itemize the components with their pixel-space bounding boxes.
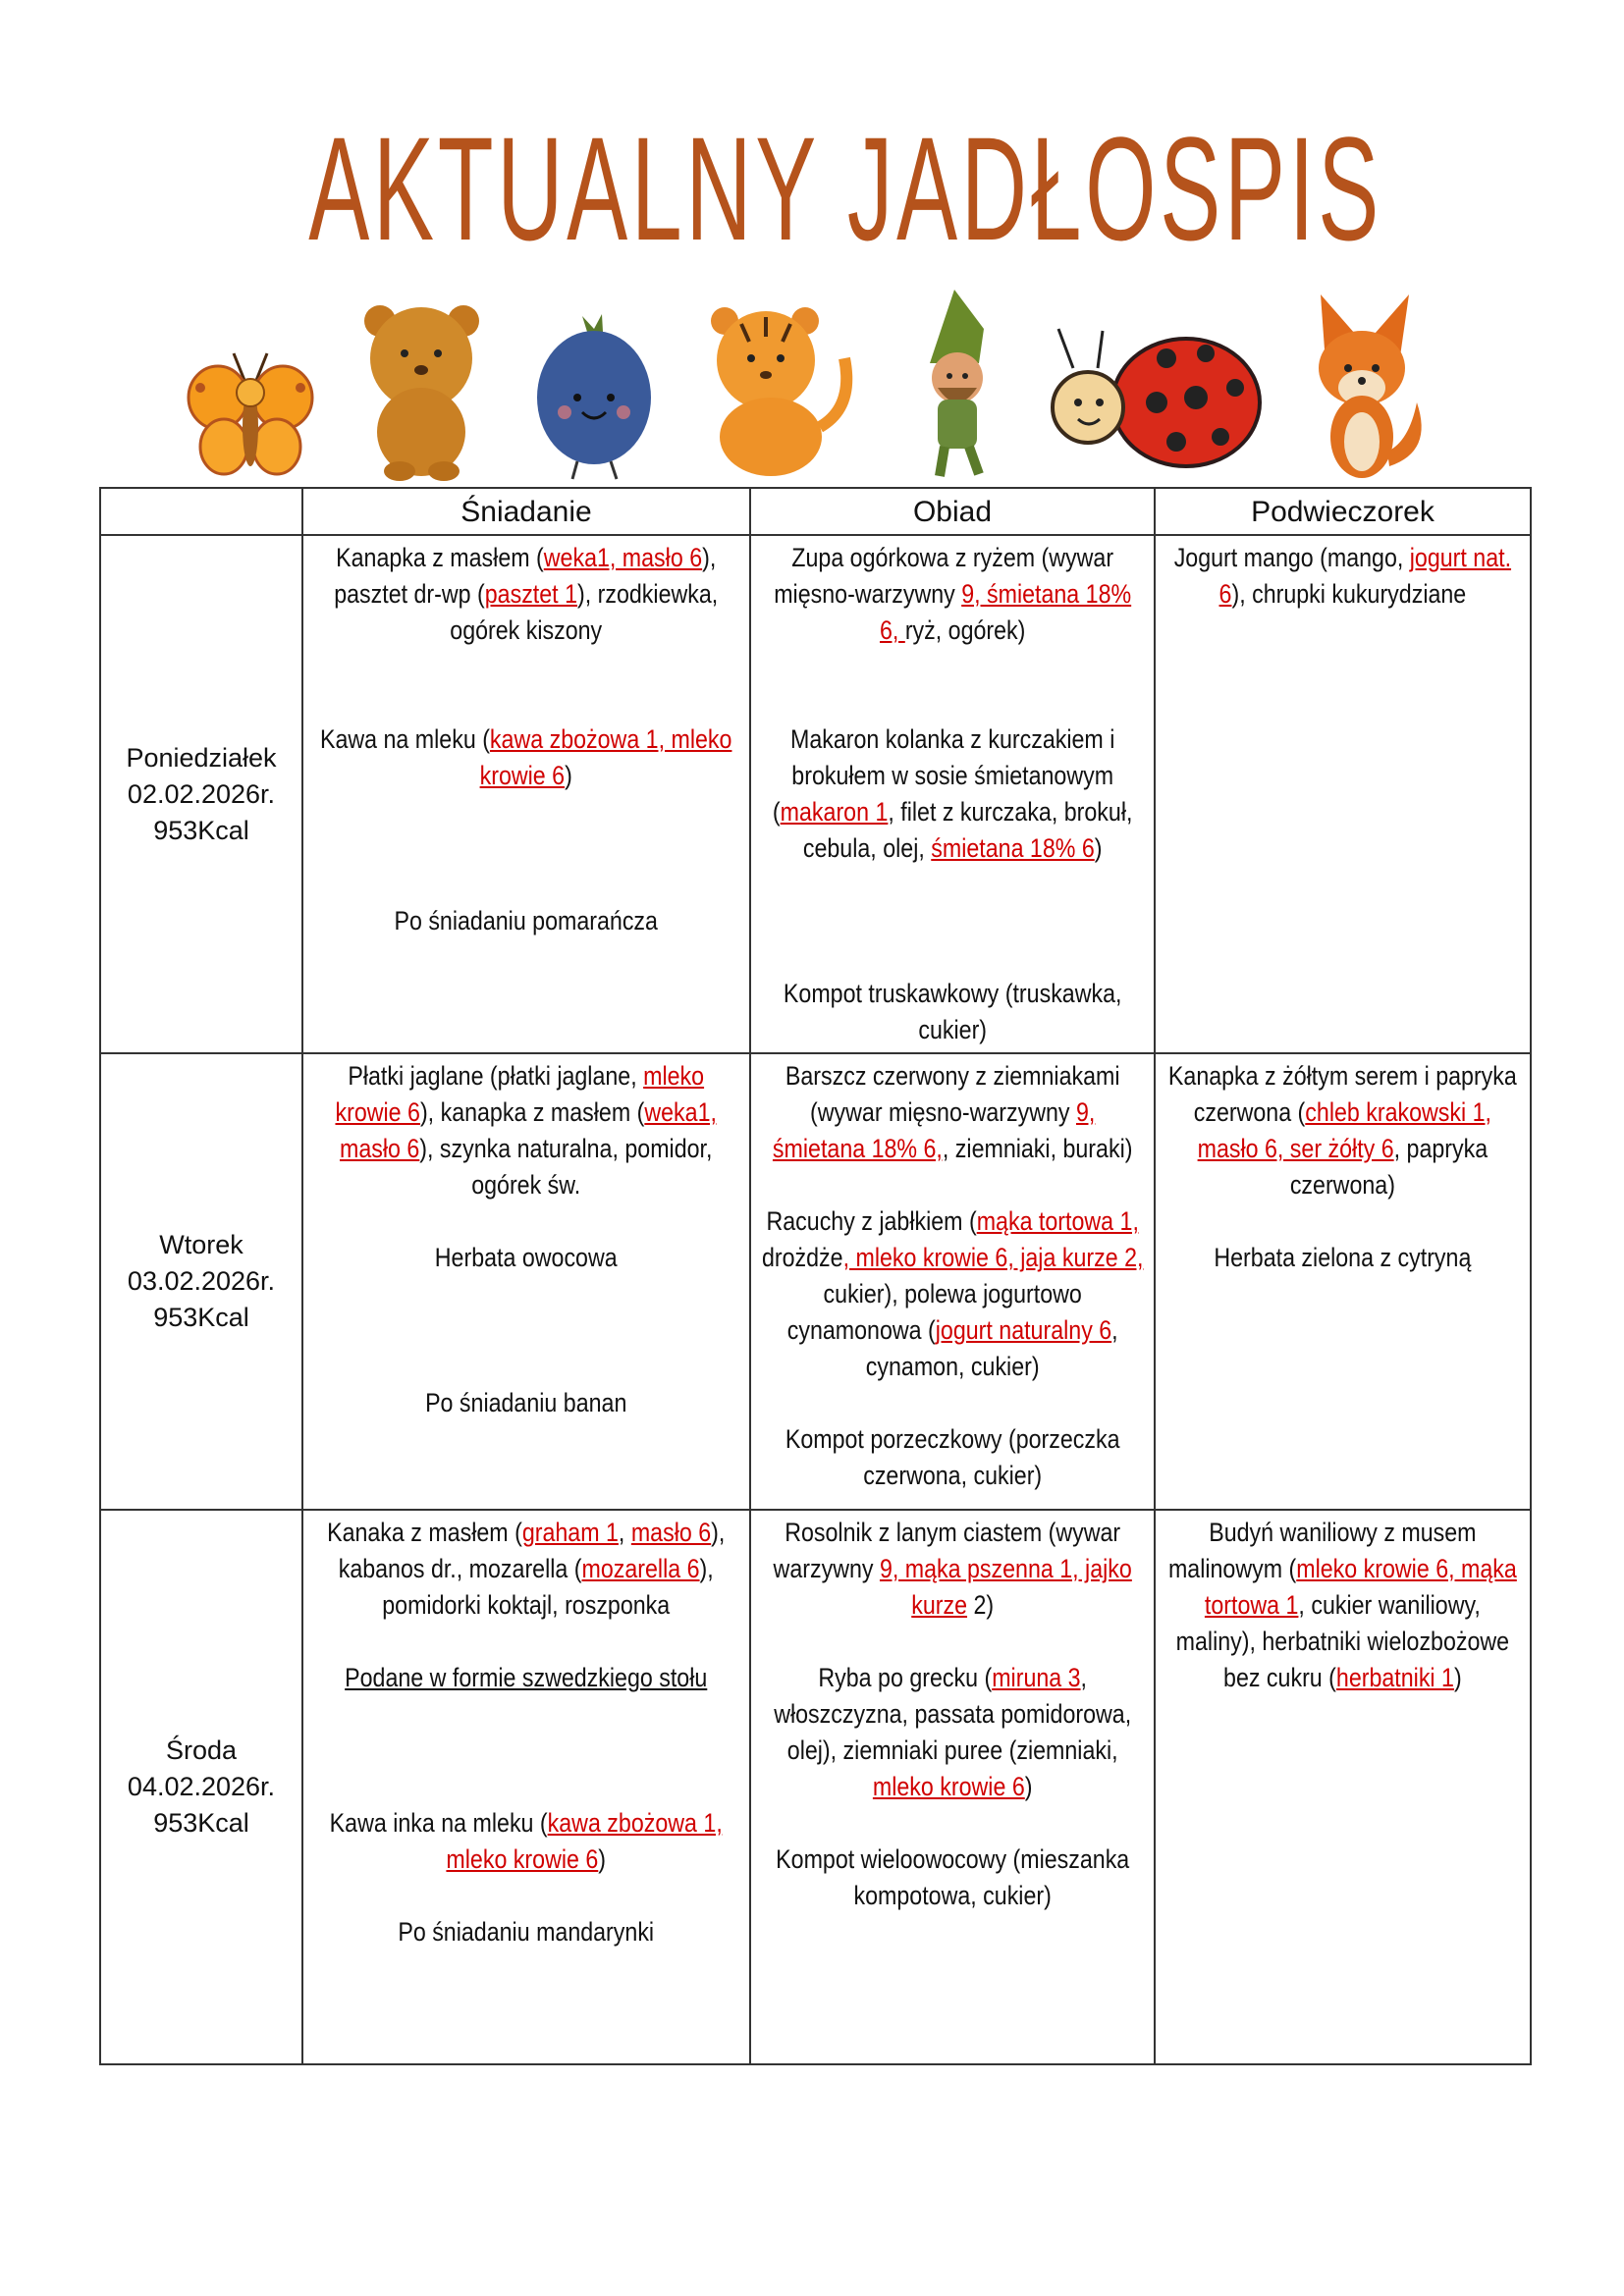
day-name: Środa	[165, 1735, 238, 1765]
page-title: AKTUALNY JADŁOSPIS	[308, 106, 1383, 271]
menu-text: ), rzodkiewka, ogórek kiszony	[450, 579, 719, 645]
menu-text: Kawa inka na mleku (	[329, 1808, 548, 1838]
allergen-text: mąka tortowa 1,	[976, 1206, 1139, 1236]
menu-text: )	[565, 761, 573, 790]
snack-cell	[1155, 1053, 1531, 1510]
menu-text: Kompot porzeczkowy (porzeczka czerwona, cukier)	[785, 1424, 1120, 1490]
menu-table	[99, 487, 1532, 2065]
breakfast-cell	[302, 1510, 750, 2064]
menu-text: Ryba po grecku (	[818, 1663, 993, 1692]
menu-text: ), pomidorki koktajl, roszponka	[382, 1554, 715, 1620]
menu-text: drożdże	[761, 1243, 843, 1272]
menu-text: )	[1024, 1772, 1033, 1801]
menu-text: Rosolnik z lanym ciastem (wywar warzywny	[773, 1518, 1120, 1583]
allergen-text: kawa zbożowa 1, mleko krowie 6	[446, 1808, 724, 1874]
allergen-text: , mleko krowie 6, jaja kurze 2,	[842, 1243, 1144, 1272]
menu-text: ), szynka naturalna, pomidor, ogórek św.	[419, 1134, 713, 1200]
tiger-icon	[697, 299, 864, 481]
menu-text: )	[1454, 1663, 1462, 1692]
menu-text: , cukier waniliowy, maliny), herbatniki wielozbożowe bez cukru (	[1175, 1590, 1510, 1692]
header-lunch: Obiad	[750, 488, 1155, 535]
allergen-text: 9, śmietana 18% 6,	[772, 1097, 1096, 1163]
allergen-text: mozarella 6	[581, 1554, 700, 1583]
allergen-text: chleb krakowski 1, masło 6, ser żółty 6	[1197, 1097, 1492, 1163]
allergen-text: mleko krowie 6	[335, 1061, 705, 1127]
lunch-cell	[750, 1053, 1155, 1510]
menu-text: , włoszczyzna, passata pomidorowa, olej), ziemniaki puree (ziemniaki,	[774, 1663, 1131, 1765]
allergen-text: mleko krowie 6, mąka tortowa 1	[1205, 1554, 1517, 1620]
serving-note: Podane w formie szwedzkiego stołu	[345, 1663, 708, 1692]
allergen-text: herbatniki 1	[1336, 1663, 1455, 1692]
menu-text: ryż, ogórek)	[904, 615, 1026, 645]
menu-text: , papryka czerwona)	[1289, 1134, 1489, 1200]
menu-text: ,	[619, 1518, 632, 1547]
bear-icon	[351, 299, 493, 481]
menu-text: , cynamon, cukier)	[865, 1315, 1118, 1381]
menu-text: 2)	[966, 1590, 994, 1620]
menu-text: Herbata owocowa	[435, 1243, 618, 1272]
lunch-cell	[750, 535, 1155, 1053]
allergen-text: masło 6	[631, 1518, 712, 1547]
fox-icon	[1301, 294, 1434, 481]
header-empty	[100, 488, 302, 535]
snack-cell	[1155, 535, 1531, 1053]
day-name: Poniedziałek	[126, 742, 277, 773]
menu-text: ), pasztet dr-wp (	[334, 543, 717, 609]
day-kcal: 953Kcal	[153, 815, 249, 845]
gnome-icon	[900, 290, 1013, 481]
menu-text: Po śniadaniu mandarynki	[398, 1917, 655, 1947]
allergen-text: weka1, masło 6	[340, 1097, 718, 1163]
table-row	[100, 1510, 1531, 2064]
day-kcal: 953Kcal	[153, 1808, 249, 1838]
breakfast-cell	[302, 1053, 750, 1510]
allergen-text: jogurt naturalny 6	[935, 1315, 1111, 1345]
menu-text: Budyń waniliowy z musem malinowym (	[1168, 1518, 1477, 1583]
menu-text: ), kanapka z masłem (	[420, 1097, 645, 1127]
menu-text: Kompot wieloowocowy (mieszanka kompotowa, cukier)	[775, 1844, 1130, 1910]
allergen-text: 9, śmietana 18% 6,	[879, 579, 1131, 645]
day-date: 02.02.2026r.	[127, 778, 276, 809]
menu-text: cukier), polewa jogurtowo cynamonowa (	[786, 1279, 1082, 1345]
allergen-text: mleko krowie 6	[872, 1772, 1025, 1801]
allergen-text: makaron 1	[780, 797, 889, 827]
day-date: 03.02.2026r.	[127, 1266, 276, 1296]
breakfast-cell	[302, 535, 750, 1053]
table-header-row	[100, 488, 1531, 535]
menu-text: Po śniadaniu pomarańcza	[394, 906, 659, 935]
header-snack: Podwieczorek	[1155, 488, 1531, 535]
menu-text: , ziemniaki, buraki)	[942, 1134, 1133, 1163]
menu-text: )	[1094, 833, 1103, 863]
menu-text: ), chrupki kukurydziane	[1231, 579, 1467, 609]
menu-text: Makaron kolanka z kurczakiem i brokułem w sosie śmietanowym (	[772, 724, 1115, 827]
butterfly-icon	[187, 344, 314, 481]
menu-text: Kanapka z żółtym serem i papryka czerwona (	[1168, 1061, 1517, 1127]
menu-text: Barszcz czerwony z ziemniakami (wywar mięsno-warzywny	[785, 1061, 1120, 1127]
menu-text: Jogurt mango (mango,	[1173, 543, 1410, 572]
day-name: Wtorek	[159, 1230, 244, 1259]
menu-text: Kompot truskawkowy (truskawka, cukier)	[783, 979, 1122, 1044]
menu-text: ), kabanos dr., mozarella (	[338, 1518, 726, 1583]
menu-text: Racuchy z jabłkiem (	[766, 1206, 977, 1236]
day-cell	[100, 1053, 302, 1510]
allergen-text: kawa zbożowa 1, mleko krowie 6	[479, 724, 732, 790]
allergen-text: pasztet 1	[485, 579, 578, 609]
menu-text: )	[598, 1844, 607, 1874]
menu-text: Płatki jaglane (płatki jaglane,	[348, 1061, 644, 1091]
header-breakfast: Śniadanie	[302, 488, 750, 535]
day-kcal: 953Kcal	[153, 1303, 249, 1332]
allergen-text: 9, mąka pszenna 1, jajko kurze	[879, 1554, 1132, 1620]
lunch-cell	[750, 1510, 1155, 2064]
day-cell	[100, 535, 302, 1053]
menu-text: Kanapka z masłem (	[336, 543, 545, 572]
blueberry-icon	[528, 314, 661, 481]
illustrations-row	[187, 290, 1434, 481]
day-cell	[100, 1510, 302, 2064]
menu-text: , filet z kurczaka, brokuł, cebula, olej,	[802, 797, 1133, 863]
menu-text: Kawa na mleku (	[320, 724, 491, 754]
snack-cell	[1155, 1510, 1531, 2064]
allergen-text: śmietana 18% 6	[931, 833, 1095, 863]
table-row	[100, 1053, 1531, 1510]
menu-text: Herbata zielona z cytryną	[1214, 1243, 1472, 1272]
allergen-text: miruna 3	[992, 1663, 1081, 1692]
allergen-text: graham 1	[522, 1518, 620, 1547]
day-date: 04.02.2026r.	[127, 1772, 276, 1801]
menu-text: Kanaka z masłem (	[327, 1518, 523, 1547]
table-row	[100, 535, 1531, 1053]
allergen-text: weka1, masło 6	[544, 543, 703, 572]
allergen-text: jogurt nat. 6	[1218, 543, 1512, 609]
menu-text: Po śniadaniu banan	[425, 1388, 627, 1417]
ladybug-icon	[1049, 319, 1265, 481]
menu-text: Zupa ogórkowa z ryżem (wywar mięsno-warzywny	[774, 543, 1113, 609]
